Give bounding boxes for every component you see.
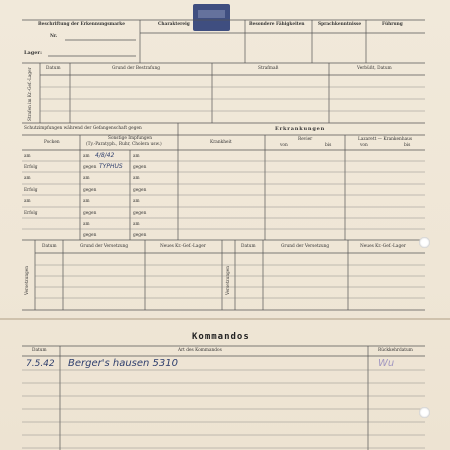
sonstige-subheader: (Ty.-Paratyph., Ruhr, Cholera usw.): [86, 142, 162, 147]
revier-bis: bis: [325, 143, 332, 148]
vers-datum-header-2: Datum: [241, 244, 256, 249]
krankheit-header: Krankheit: [210, 140, 232, 145]
impf-row-c2: am: [133, 176, 140, 181]
impf-row-c1: gegen: [83, 211, 97, 216]
versetzungen-side-label-left: Versetzungen: [24, 266, 29, 295]
impf-row-c1: gegen: [83, 165, 97, 170]
lazarett-von: von: [360, 143, 368, 148]
punch-hole: [419, 407, 430, 418]
sprach-label: Sprachkenntnisse: [318, 22, 362, 27]
revier-header: Revier: [298, 137, 313, 142]
kommandos-art-header: Art des Kommandos: [178, 348, 222, 353]
impf-row-label: Erfolg: [24, 188, 38, 193]
impf-row-c1: am: [83, 176, 90, 181]
sonstige-header: Sonstige Impfungen: [108, 136, 152, 141]
impf-row-c1: gegen: [83, 188, 97, 193]
erkrankungen-heading: Erkrankungen: [275, 126, 326, 132]
kommando-handwritten-date: 7.5.42: [26, 359, 55, 369]
lazarett-header: Lazarett — Krankenhaus: [358, 137, 413, 142]
versetzungen-side-label-right: Versetzungen: [225, 266, 230, 295]
impf-row-c1: am: [83, 199, 90, 204]
kommando-handwritten-location: Berger's hausen 5310: [68, 358, 179, 369]
pocken-header: Pocken: [44, 140, 60, 145]
impf-row-label: am: [24, 176, 31, 181]
kommandos-rueck-header: Rückkehrdatum: [378, 348, 413, 353]
vers-grund-header: Grund der Versetzung: [80, 244, 129, 249]
impf-handwritten-date: 4/8/42: [95, 152, 115, 159]
beschriftung-label: Beschriftung der Erkennungsmarke: [38, 22, 125, 27]
strafen-verbuesst-header: Verbüßt, Datum: [357, 66, 392, 71]
strafen-side-label: Strafen im Kr.-Gef.-Lager: [27, 67, 32, 121]
nr-label: Nr.: [50, 34, 58, 39]
impf-row-c2: gegen: [133, 165, 147, 170]
lazarett-bis: bis: [404, 143, 411, 148]
revier-von: von: [280, 143, 288, 148]
vers-grund-header-2: Grund der Versetzung: [281, 244, 330, 249]
impf-row-c1: gegen: [83, 233, 97, 238]
impf-row-c2: gegen: [133, 233, 147, 238]
impf-row-c2: am: [133, 199, 140, 204]
strafen-strafmass-header: Strafmaß: [258, 66, 279, 71]
impf-row-label: Erfolg: [24, 211, 38, 216]
impf-row-c2: gegen: [133, 211, 147, 216]
impf-row-c2: am: [133, 222, 140, 227]
strafen-grund-header: Grund der Bestrafung: [112, 66, 160, 71]
kommandos-datum-header: Datum: [32, 348, 47, 353]
charakter-label: Charaktereig: [158, 22, 190, 27]
impf-row-c2: am: [133, 154, 140, 159]
impf-row-label: am: [24, 154, 31, 159]
punch-hole: [419, 237, 430, 248]
kommandos-title: Kommandos: [192, 332, 250, 342]
vers-neues-header: Neues Kr.-Gef.-Lager: [160, 244, 206, 249]
impf-row-label: Erfolg: [24, 165, 38, 170]
impfungen-heading: Schutzimpfungen während der Gefangenschaft gegen: [24, 126, 142, 131]
kommando-return-mark: Wu: [378, 358, 395, 369]
impf-row-c1: am: [83, 154, 90, 159]
impf-row-c2: gegen: [133, 188, 147, 193]
impf-row-label: am: [24, 199, 31, 204]
strafen-datum-header: Datum: [46, 66, 61, 71]
fold-line: [0, 318, 450, 320]
impf-row-c1: am: [83, 222, 90, 227]
faehigkeiten-label: Besondere Fähigkeiten: [249, 22, 305, 27]
vers-datum-header: Datum: [42, 244, 57, 249]
lager-label: Lager:: [24, 50, 42, 56]
impf-handwritten-typhus: TYPHUS: [99, 163, 123, 170]
vers-neues-header-2: Neues Kr.-Gef.-Lager: [360, 244, 406, 249]
fuehrung-label: Führung: [382, 22, 403, 27]
